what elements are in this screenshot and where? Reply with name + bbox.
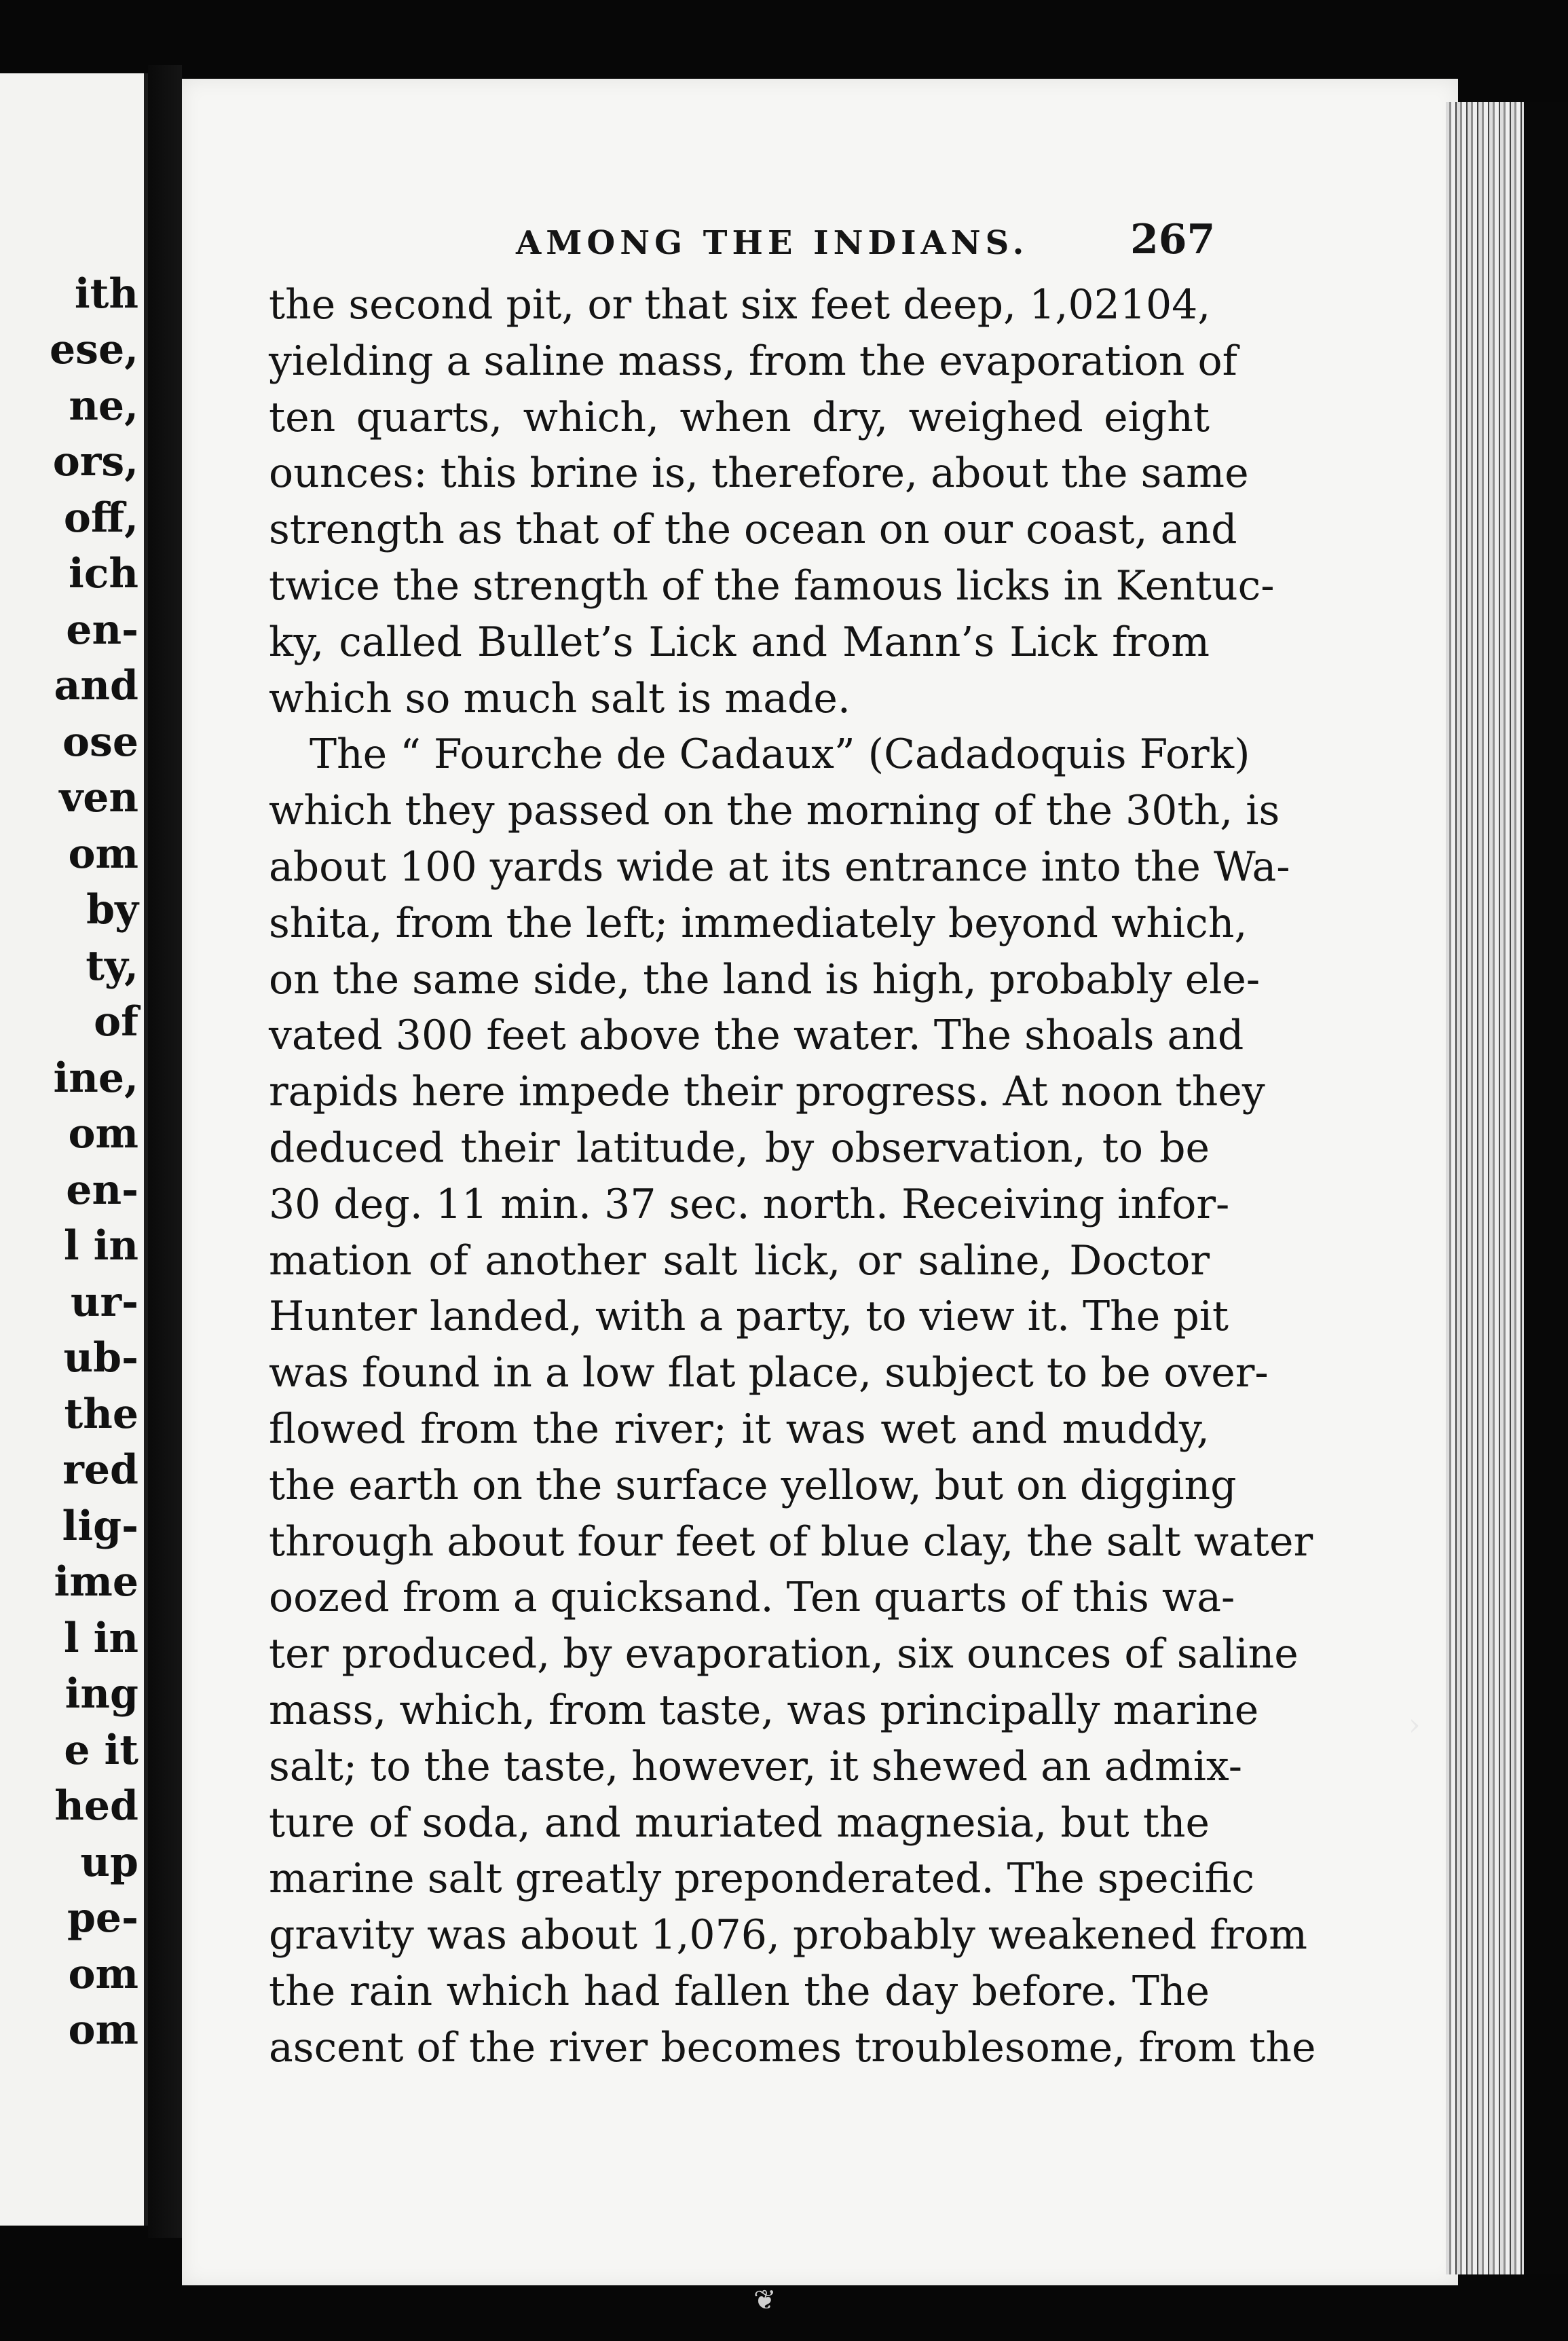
fragment-line: ne, — [69, 382, 138, 430]
fragment-line: hed — [54, 1782, 138, 1830]
text-line: yielding a saline mass, from the evaporation of — [269, 337, 1237, 385]
fragment-line: pe- — [67, 1894, 138, 1942]
text-line: 30 deg. 11 min. 37 sec. north. Receiving infor- — [269, 1180, 1230, 1228]
fragment-line: ose — [62, 718, 138, 766]
text-line: gravity was about 1,076, probably weakened from — [269, 1911, 1308, 1959]
text-line: ter produced, by evaporation, six ounces of saline — [269, 1630, 1299, 1678]
fragment-line: ty, — [86, 942, 138, 990]
body-text — [269, 277, 1316, 2076]
text-line: deduced their latitude, by observation, to be — [269, 1124, 1210, 1172]
text-line: ascent of the river becomes troublesome, from the — [269, 2023, 1316, 2071]
fragment-line: ven — [59, 774, 138, 822]
book-gutter — [148, 65, 182, 2238]
text-line: mass, which, from taste, was principally marine — [269, 1686, 1259, 1734]
text-line: on the same side, the land is high, probably ele- — [269, 955, 1261, 1003]
text-line: The “ Fourche de Cadaux” (Cadadoquis Fork) — [310, 731, 1250, 779]
facing-page-fragment — [0, 73, 148, 2226]
text-line: the second pit, or that six feet deep, 1,02104, — [269, 281, 1211, 329]
fragment-line: ese, — [49, 326, 138, 373]
text-line: marine salt greatly preponderated. The specific — [269, 1855, 1255, 1903]
text-line: shita, from the left; immediately beyond which, — [269, 899, 1248, 947]
fragment-line: red — [62, 1446, 138, 1494]
text-line: which they passed on the morning of the 30th, is — [269, 787, 1280, 835]
page-stack-edge — [1446, 102, 1534, 2274]
text-line: vated 300 feet above the water. The shoals and — [269, 1012, 1244, 1060]
ornament-mark: ❦ — [753, 2285, 777, 2316]
fragment-line: l in — [63, 1615, 138, 1662]
fragment-line: and — [54, 662, 138, 709]
text-line: through about four feet of blue clay, the salt water — [269, 1517, 1313, 1566]
text-line: the earth on the surface yellow, but on digging — [269, 1461, 1237, 1509]
fragment-line: up — [80, 1839, 138, 1886]
fragment-line: om — [68, 1951, 138, 1998]
margin-mark: › — [1408, 1708, 1421, 1742]
fragment-line: om — [68, 1110, 138, 1158]
text-line: ky, called Bullet’s Lick and Mann’s Lick from — [269, 618, 1210, 666]
text-line: ture of soda, and muriated magnesia, but the — [269, 1799, 1210, 1847]
text-line: ounces: this brine is, therefore, about the same — [269, 449, 1249, 498]
text-line: twice the strength of the famous licks in Kentuc- — [269, 561, 1275, 610]
fragment-line: by — [86, 886, 138, 934]
fragment-line: ing — [64, 1670, 138, 1718]
fragment-line: om — [68, 2006, 138, 2054]
fragment-line: ine, — [53, 1054, 138, 1102]
fragment-line: off, — [63, 494, 138, 542]
fragment-line: the — [64, 1390, 138, 1438]
text-line: was found in a low flat place, subject to be over- — [269, 1349, 1269, 1397]
text-line: the rain which had fallen the day before. The — [269, 1967, 1210, 2015]
text-line: which so much salt is made. — [269, 674, 851, 722]
fragment-line: om — [68, 830, 138, 878]
background-shadow — [1524, 102, 1568, 2274]
running-head: AMONG THE INDIANS. — [516, 224, 1029, 262]
fragment-line: e it — [64, 1727, 138, 1774]
fragment-line: ime — [54, 1558, 138, 1606]
text-line: ten quarts, which, when dry, weighed eight — [269, 393, 1210, 441]
page-number: 267 — [1130, 216, 1216, 263]
fragment-line: ub- — [63, 1334, 138, 1382]
fragment-line: lig- — [62, 1503, 138, 1550]
fragment-line: ith — [74, 270, 138, 318]
text-line: salt; to the taste, however, it shewed an admix- — [269, 1742, 1242, 1790]
text-line: mation of another salt lick, or saline, Doctor — [269, 1236, 1210, 1285]
text-line: strength as that of the ocean on our coast, and — [269, 506, 1237, 554]
fragment-line: en- — [66, 606, 138, 654]
fragment-line: ors, — [52, 438, 138, 485]
text-line: oozed from a quicksand. Ten quarts of this wa- — [269, 1574, 1235, 1622]
fragment-line: of — [94, 998, 138, 1046]
fragment-line: ich — [69, 550, 138, 597]
fragment-line: l in — [63, 1222, 138, 1270]
text-line: Hunter landed, with a party, to view it. The pit — [269, 1293, 1229, 1341]
fragment-line: en- — [66, 1166, 138, 1214]
text-line: rapids here impede their progress. At noon they — [269, 1068, 1265, 1116]
text-line: about 100 yards wide at its entrance into the Wa- — [269, 843, 1290, 891]
fragment-line: ur- — [70, 1278, 138, 1326]
text-line: flowed from the river; it was wet and muddy, — [269, 1405, 1210, 1453]
